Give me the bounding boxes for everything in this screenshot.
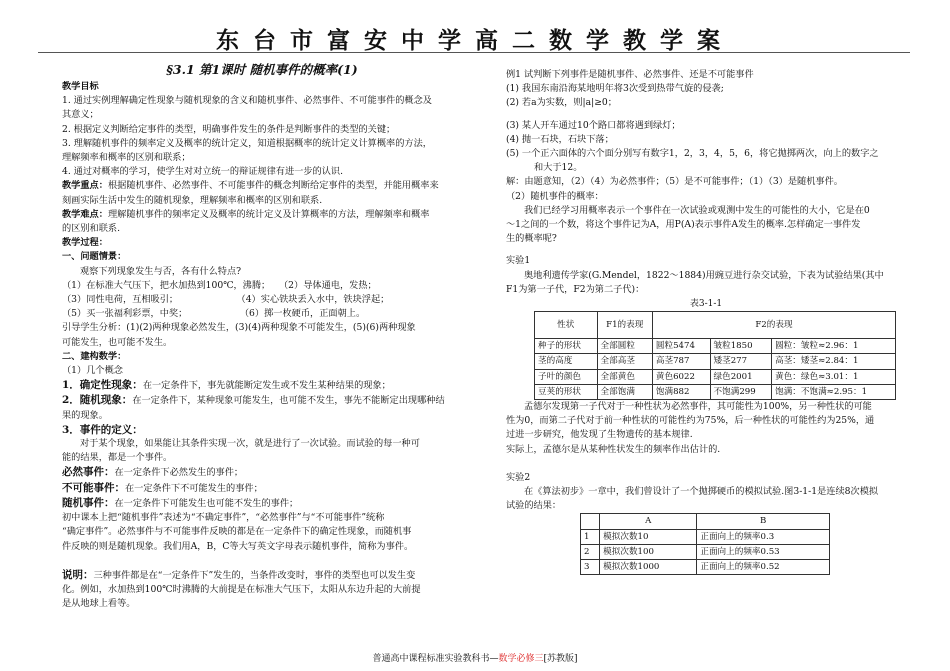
analysis-line: 可能发生，也可能不发生。 <box>62 336 173 348</box>
table-header-cell: 性状 <box>535 312 598 339</box>
table-cell: 全部高茎 <box>597 354 652 369</box>
right-column <box>506 68 906 575</box>
table-cell: 全部圆粒 <box>597 339 652 354</box>
construction-heading: 二、建构数学： <box>62 350 127 362</box>
mendel-line: 实际上，孟德尔是从某种性状发生的频率作出估计的. <box>506 443 721 455</box>
objective-line: 1. 通过实例理解确定性现象与随机现象的含义和随机事件、必然事件、不可能事件的概念及 <box>62 95 432 107</box>
certain-event-label: 必然事件： <box>62 466 115 479</box>
impossible-event-label: 不可能事件： <box>62 481 125 494</box>
key-points-text: 刻画实际生活中发生的随机现象，理解频率和概率的区别和联系. <box>62 194 323 206</box>
table-cell: 高茎：矮茎≈2.84：1 <box>772 354 896 369</box>
table-cell: 黄色：绿色≈3.01：1 <box>772 369 896 384</box>
probability-line: 生的概率呢? <box>506 233 557 245</box>
probability-line: ～1之间的一个数，将这个事件记为A，用P(A)表示事件A发生的概率.怎样确定一事件发 <box>506 219 861 231</box>
table-row <box>581 560 830 575</box>
table-cell: 子叶的颜色 <box>535 369 598 384</box>
def-random-phenomenon-text: 在一定条件下，某种现象可能发生，也可能不发生，事先不能断定出现哪种结 <box>132 395 445 407</box>
experiment1-heading: 实验1 <box>506 255 531 267</box>
table-row <box>581 544 830 559</box>
table-header-cell <box>581 514 600 529</box>
textbook-line: 件反映的则是随机现象。我们用A，B，C等大写英文字母表示随机事件，简称为事件。 <box>62 540 414 552</box>
table-cell: 茎的高度 <box>535 354 598 369</box>
header-title: 东台市富安中学高二数学教学案 <box>216 28 734 54</box>
table-header-cell: F1的表现 <box>597 312 652 339</box>
concepts-intro: （1）几个概念 <box>62 365 123 377</box>
table-cell: 正面向上的频率0.3 <box>697 529 830 544</box>
note-text: 三种事件都是在“一定条件下”发生的，当条件改变时，事件的类型也可以发生变 <box>93 569 416 581</box>
table-row <box>581 529 830 544</box>
phenomenon-line: （5）买一张福利彩票，中奖； （6）掷一枚硬币，正面朝上。 <box>62 308 366 320</box>
process-heading: 教学过程： <box>62 237 108 249</box>
mendel-table <box>534 311 896 400</box>
note-text: 化。例如，水加热到100℃时沸腾的大前提是在标准大气压下，太阳从东边升起的大前提 <box>62 583 421 595</box>
textbook-line: “确定事件”。必然事件与不可能事件反映的都是在一定条件下的确定性现象，而随机事 <box>62 526 412 538</box>
objective-line: 3. 理解随机事件的频率定义及概率的统计定义，知道根据概率的统计定义计算概率的方法， <box>62 137 432 149</box>
table-cell: 不饱满299 <box>710 384 772 399</box>
table-cell: 圆粒：皱粒≈2.96：1 <box>772 339 896 354</box>
objective-line: 其意义； <box>62 109 99 121</box>
table-header-cell: F2的表现 <box>652 312 895 339</box>
table-row <box>535 384 896 399</box>
example-item: (1) 我国东南沿海某地明年将3次受到热带气旋的侵袭; <box>506 83 724 95</box>
def-certain-phenomenon-text: 在一定条件下，事先就能断定发生或不发生某种结果的现象； <box>142 380 391 392</box>
mendel-line: 过进一步研究，他发现了生物遗传的基本规律. <box>506 429 693 441</box>
table-cell: 2 <box>581 544 600 559</box>
def-event-label: 3．事件的定义： <box>62 423 143 436</box>
lesson-title: §3.1 第1课时 随机事件的概率(1) <box>166 62 358 77</box>
table-cell: 模拟次数10 <box>600 529 697 544</box>
experiment2-line: 试验的结果： <box>506 500 562 512</box>
table-cell: 圆粒5474 <box>652 339 710 354</box>
def-random-phenomenon-text: 果的现象。 <box>62 409 108 421</box>
random-event-label: 随机事件： <box>62 496 115 509</box>
table-cell: 豆荚的形状 <box>535 384 598 399</box>
objective-line: 理解频率和概率的区别和联系； <box>62 152 191 164</box>
table-cell: 模拟次数1000 <box>600 560 697 575</box>
impossible-event-text: 在一定条件下不可能发生的事件； <box>125 482 263 494</box>
difficulty-text: 的区别和联系. <box>62 223 121 235</box>
table-cell: 高茎787 <box>652 354 710 369</box>
key-points-label: 教学重点： <box>62 180 108 192</box>
table-header-cell: A <box>600 514 697 529</box>
example-item: 和大于12。 <box>534 162 583 174</box>
table-cell: 矮茎277 <box>710 354 772 369</box>
experiment2-line: 在《算法初步》一章中，我们曾设计了一个抛掷硬币的模拟试验.图3-1-1是连续8次模拟 <box>524 486 879 498</box>
phenomenon-line: （3）同性电荷，互相吸引； （4）实心铁块丢入水中，铁块浮起； <box>62 294 390 306</box>
example-intro: 例1 试判断下列事件是随机事件、必然事件、还是不可能事件 <box>506 69 754 80</box>
note-label: 说明： <box>62 568 94 581</box>
probability-line: 我们已经学习用概率表示一个事件在一次试验或观测中发生的可能性的大小，它是在0 <box>524 204 870 216</box>
key-points-text: 根据随机事件、必然事件、不可能事件的概念判断给定事件的类型，并能用概率来 <box>107 180 439 192</box>
textbook-line: 初中课本上把“随机事件”表述为“不确定事件”，“必然事件”与“不可能事件”统称 <box>62 512 385 524</box>
table-cell: 种子的形状 <box>535 339 598 354</box>
experiment1-line: 奥地利遗传学家(G.Mendel，1822～1884)用豌豆进行杂交试验，下表为试验结果(其中 <box>524 269 884 281</box>
phenomenon-line: （1）在标准大气压下，把水加热到100℃，沸腾； （2）导体通电，发热； <box>62 279 377 291</box>
table-cell: 全部黄色 <box>597 369 652 384</box>
situation-intro: 观察下列现象发生与否，各有什么特点? <box>80 265 242 277</box>
example-item: (5) 一个正六面体的六个面分别写有数字1，2，3，4，5，6，将它抛掷两次，向上的数字之 <box>506 148 879 160</box>
table-cell: 皱粒1850 <box>710 339 772 354</box>
mendel-line: 孟德尔发现第一子代对于一种性状为必然事件，其可能性为100%，另一种性状的可能 <box>524 401 872 413</box>
difficulty-text: 理解随机事件的频率定义及概率的统计定义及计算概率的方法，理解频率和概率 <box>107 208 430 220</box>
table-cell: 正面向上的频率0.53 <box>697 544 830 559</box>
table-cell: 黄色6022 <box>652 369 710 384</box>
objectives-heading: 教学目标 <box>62 81 99 92</box>
footer-suffix: [苏教版] <box>543 654 578 664</box>
objective-line: 2. 根据定义判断给定事件的类型，明确事件发生的条件是判断事件的类型的关键； <box>62 123 396 135</box>
table-row <box>535 339 896 354</box>
footer <box>0 651 950 664</box>
analysis-line: 引导学生分析：(1)(2)两种现象必然发生，(3)(4)两种现象不可能发生，(5)(6)两种现象 <box>62 322 416 334</box>
header-rule <box>38 52 910 53</box>
left-column <box>62 60 452 611</box>
solution-line: （2）随机事件的概率： <box>506 190 604 202</box>
table-header-cell: B <box>697 514 830 529</box>
table-cell: 饱满882 <box>652 384 710 399</box>
table-header-row <box>581 514 830 529</box>
footer-text: 普通高中课程标准实验教科书— <box>372 654 499 664</box>
random-event-text: 在一定条件下可能发生也可能不发生的事件； <box>114 497 299 509</box>
difficulty-label: 教学难点： <box>62 208 108 220</box>
experiment1-line: F1为第一子代，F2为第二子代)： <box>506 283 645 295</box>
table-cell: 绿色2001 <box>710 369 772 384</box>
situation-heading: 一、问题情景： <box>62 251 127 263</box>
event-line: 对于某个现象，如果能让其条件实现一次，就是进行了一次试验。而试验的每一种可 <box>80 438 420 450</box>
example-item: (2) 若a为实数，则|a|≥0； <box>506 97 617 109</box>
table-cell: 1 <box>581 529 600 544</box>
table-cell: 3 <box>581 560 600 575</box>
table-cell: 全部饱满 <box>597 384 652 399</box>
table-header-row <box>535 312 896 339</box>
table-cell: 模拟次数100 <box>600 544 697 559</box>
example-item: (4) 抛一石块，石块下落； <box>506 133 614 145</box>
table-cell: 正面向上的频率0.52 <box>697 560 830 575</box>
def-certain-phenomenon-label: 1．确定性现象： <box>62 379 143 392</box>
mendel-line: 性为0，而第二子代对于前一种性状的可能性约为75%，后一种性状的可能性约为25%，通 <box>506 415 875 427</box>
objective-line: 4. 通过对概率的学习，使学生对对立统一的辩证规律有进一步的认识. <box>62 166 344 178</box>
table-row <box>535 354 896 369</box>
table-cell: 饱满：不饱满≈2.95：1 <box>772 384 896 399</box>
experiment2-heading: 实验2 <box>506 471 531 483</box>
def-random-phenomenon-label: 2．随机现象： <box>62 394 133 407</box>
event-line: 能的结果，都是一个事件。 <box>62 452 173 464</box>
table1-caption: 表3-1-1 <box>689 299 723 310</box>
certain-event-text: 在一定条件下必然发生的事件； <box>114 467 244 479</box>
table-row <box>535 369 896 384</box>
example-item: (3) 某人开车通过10个路口都将遇到绿灯； <box>506 119 681 131</box>
coin-simulation-table <box>580 513 830 575</box>
solution-line: 解：由题意知，（2）（4）为必然事件；（5）是不可能事件；（1）（3）是随机事件。 <box>506 176 843 188</box>
note-text: 是从地球上看等。 <box>62 598 136 610</box>
footer-highlight: 数学必修三 <box>498 654 544 664</box>
